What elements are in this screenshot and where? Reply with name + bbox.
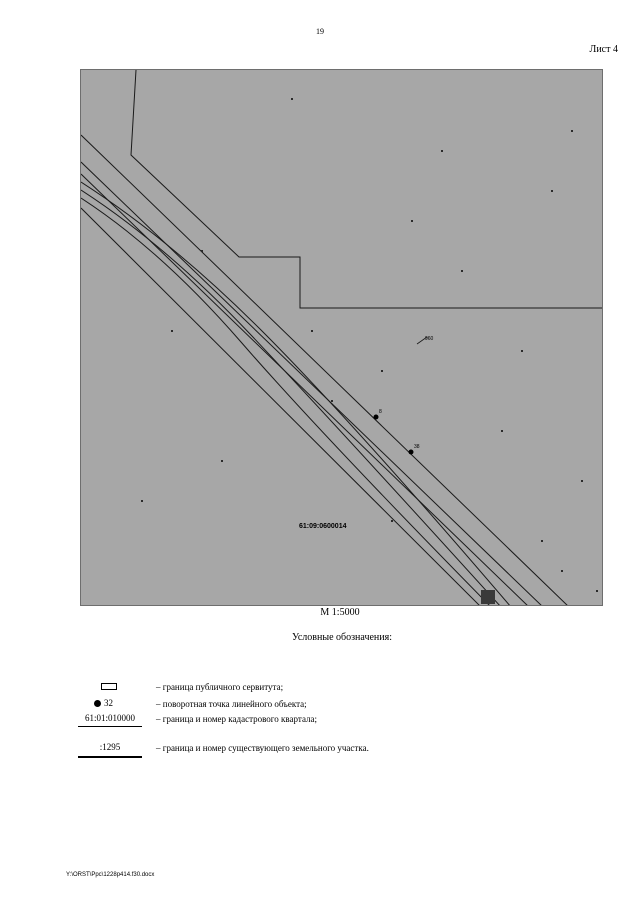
cadastral-map <box>80 69 603 606</box>
corridor-line <box>81 135 569 606</box>
map-hatch-block <box>481 590 495 604</box>
parcel-number: :1295 <box>99 742 121 752</box>
corridor-line <box>81 162 543 606</box>
parcel-symbol <box>78 741 142 757</box>
scale-label: М 1:5000 <box>320 607 360 618</box>
turning-point <box>374 415 379 420</box>
sheet-label: Лист 4 <box>589 44 618 55</box>
turning-point-symbol <box>78 697 142 713</box>
map-detail-dots <box>141 98 598 592</box>
parcel-number-label: 960 <box>425 336 434 342</box>
quarter-number: 61:01:010000 <box>84 713 135 723</box>
legend-item-turning-point <box>78 697 638 713</box>
map-drawing <box>81 70 603 606</box>
legend-text: – поворотная точка линейного объекта; <box>156 699 307 709</box>
quarter-symbol <box>78 712 142 728</box>
legend-item-parcel <box>78 741 638 757</box>
point-label: 38 <box>414 444 420 450</box>
legend-title: Условные обозначения: <box>291 632 392 643</box>
track-curve <box>81 182 511 606</box>
page-number: 19 <box>316 27 324 36</box>
legend-text: – граница и номер кадастрового квартала; <box>156 714 318 724</box>
point-number: 32 <box>104 698 113 708</box>
legend-item-quarter <box>78 712 638 728</box>
parcel-boundary <box>131 70 603 308</box>
servitude-symbol <box>78 680 142 696</box>
legend-text: – граница публичного сервитута; <box>156 682 284 692</box>
cadastral-quarter-label: 61:09:0600014 <box>299 523 347 530</box>
point-label: 8 <box>379 409 382 415</box>
track-curve <box>81 198 491 606</box>
legend-item-servitude <box>78 680 638 696</box>
turning-point <box>409 450 414 455</box>
point-dot-icon <box>94 700 101 707</box>
corridor-line <box>81 208 481 606</box>
legend-text: – граница и номер существующего земельного участка. <box>156 743 369 753</box>
footer-file-path: Y:\ORST\Ppc\1228p414.f30.docx <box>66 872 155 878</box>
